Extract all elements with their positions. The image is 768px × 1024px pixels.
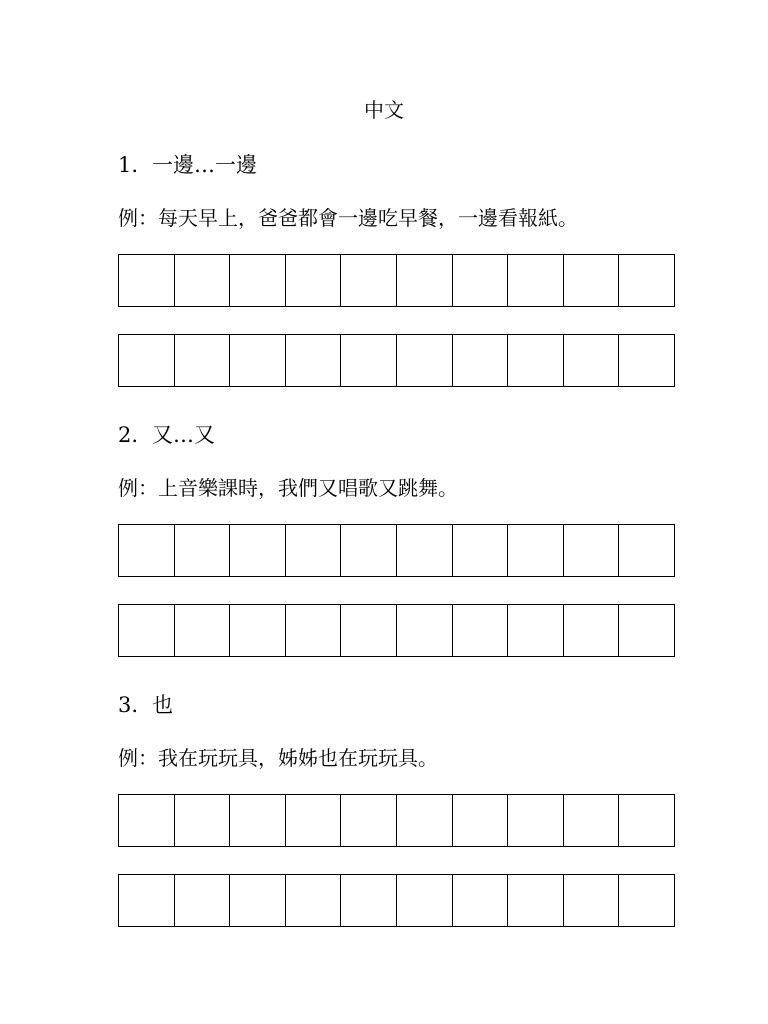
writing-grid-cell xyxy=(175,255,231,306)
section-pattern: 也 xyxy=(152,693,173,717)
writing-grid-cell xyxy=(286,795,342,846)
exercise-section-3 xyxy=(0,691,768,971)
writing-grid-cell xyxy=(230,875,286,926)
writing-grid-cell xyxy=(564,605,620,656)
writing-grid-cell xyxy=(619,335,674,386)
writing-grid-cell xyxy=(286,875,342,926)
writing-grid-cell xyxy=(230,335,286,386)
writing-grid-cell xyxy=(119,335,175,386)
writing-grid-cell xyxy=(508,875,564,926)
writing-grid-cell xyxy=(119,875,175,926)
writing-grid-cell xyxy=(119,605,175,656)
writing-grid-cell xyxy=(619,795,674,846)
writing-grid-cell xyxy=(508,795,564,846)
writing-grid-cell xyxy=(175,875,231,926)
exercise-section-2 xyxy=(0,421,768,701)
section-heading xyxy=(118,421,215,449)
writing-grid-cell xyxy=(175,605,231,656)
writing-grid-cell xyxy=(341,605,397,656)
example-sentence: 例：每天早上，爸爸都會一邊吃早餐，一邊看報紙。 xyxy=(118,206,578,230)
writing-grid-cell xyxy=(564,875,620,926)
example-sentence: 例：上音樂課時，我們又唱歌又跳舞。 xyxy=(118,476,458,500)
writing-grid-cell xyxy=(619,875,674,926)
writing-grid-cell xyxy=(175,525,231,576)
exercise-section-1 xyxy=(0,151,768,431)
writing-grid-cell xyxy=(397,335,453,386)
writing-grid-cell xyxy=(619,605,674,656)
section-heading xyxy=(118,691,173,719)
writing-grid-cell xyxy=(286,255,342,306)
section-heading xyxy=(118,151,257,179)
writing-grid-cell xyxy=(341,255,397,306)
writing-grid-cell xyxy=(119,795,175,846)
writing-grid-cell xyxy=(453,875,509,926)
writing-grid-cell xyxy=(119,255,175,306)
writing-grid-row xyxy=(118,874,675,927)
writing-grid-cell xyxy=(230,255,286,306)
writing-grid-cell xyxy=(119,525,175,576)
writing-grid-cell xyxy=(230,605,286,656)
writing-grid-row xyxy=(118,794,675,847)
writing-grid-cell xyxy=(453,255,509,306)
section-number: 1. xyxy=(118,153,139,177)
section-number: 3. xyxy=(118,693,139,717)
writing-grid-cell xyxy=(397,255,453,306)
writing-grid-row xyxy=(118,604,675,657)
writing-grid-cell xyxy=(453,335,509,386)
writing-grid-cell xyxy=(453,525,509,576)
example-sentence: 例：我在玩玩具，姊姊也在玩玩具。 xyxy=(118,746,438,770)
writing-grid-row xyxy=(118,334,675,387)
writing-grid-cell xyxy=(341,795,397,846)
writing-grid-cell xyxy=(175,795,231,846)
writing-grid-cell xyxy=(341,875,397,926)
section-number: 2. xyxy=(118,423,139,447)
writing-grid-row xyxy=(118,254,675,307)
writing-grid-cell xyxy=(564,525,620,576)
writing-grid-cell xyxy=(453,795,509,846)
writing-grid-cell xyxy=(341,335,397,386)
writing-grid-cell xyxy=(286,525,342,576)
writing-grid-cell xyxy=(564,335,620,386)
writing-grid-cell xyxy=(619,255,674,306)
writing-grid-cell xyxy=(508,525,564,576)
writing-grid-cell xyxy=(508,335,564,386)
writing-grid-cell xyxy=(341,525,397,576)
writing-grid-cell xyxy=(508,255,564,306)
section-pattern: 一邊…一邊 xyxy=(152,153,257,177)
writing-grid-cell xyxy=(397,875,453,926)
writing-grid-cell xyxy=(564,795,620,846)
writing-grid-cell xyxy=(286,605,342,656)
section-pattern: 又…又 xyxy=(152,423,215,447)
writing-grid-cell xyxy=(230,795,286,846)
writing-grid-cell xyxy=(175,335,231,386)
writing-grid-cell xyxy=(619,525,674,576)
writing-grid-cell xyxy=(286,335,342,386)
writing-grid-cell xyxy=(508,605,564,656)
writing-grid-cell xyxy=(230,525,286,576)
writing-grid-cell xyxy=(397,795,453,846)
writing-grid-cell xyxy=(564,255,620,306)
writing-grid-cell xyxy=(453,605,509,656)
writing-grid-cell xyxy=(397,525,453,576)
page-title: 中文 xyxy=(364,98,404,122)
writing-grid-row xyxy=(118,524,675,577)
writing-grid-cell xyxy=(397,605,453,656)
